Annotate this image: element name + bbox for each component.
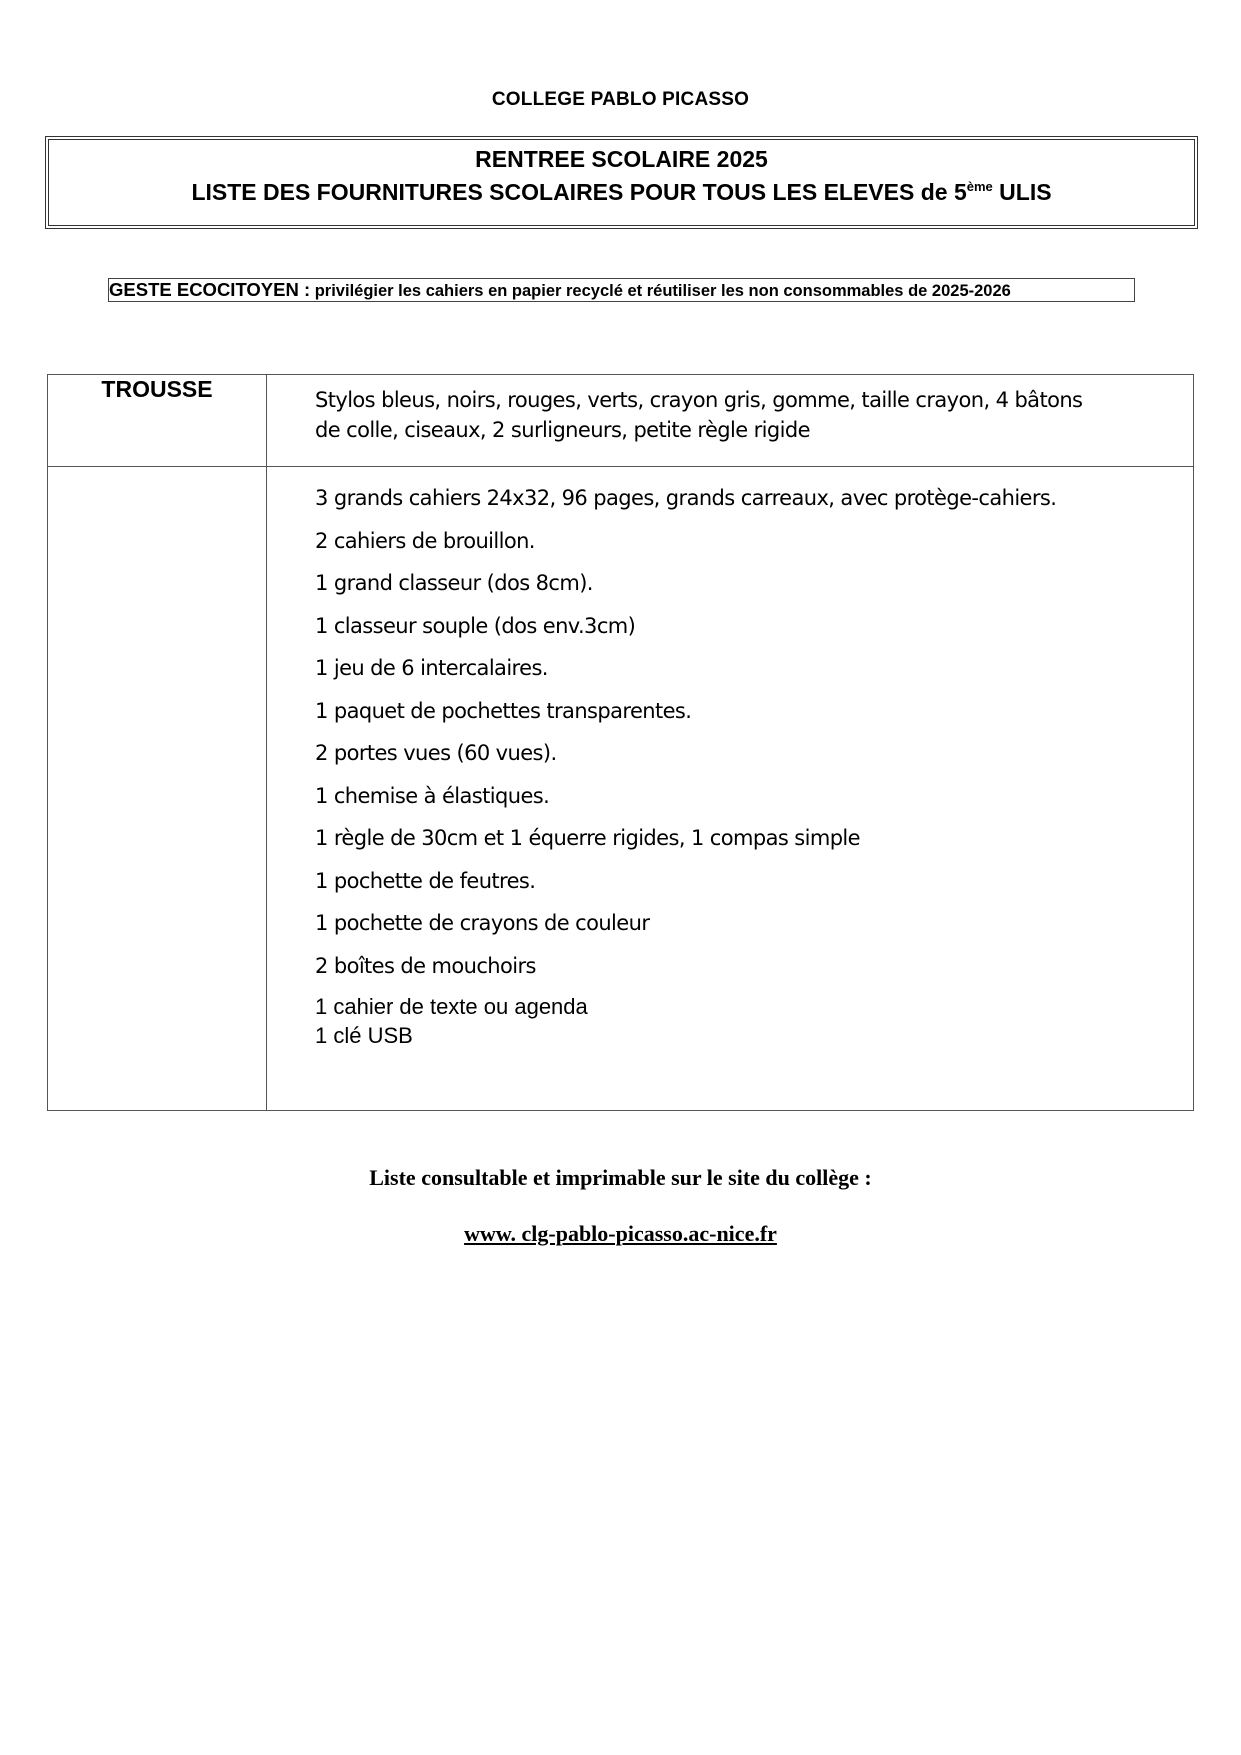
school-name: COLLEGE PABLO PICASSO bbox=[491, 89, 750, 110]
supplies-table bbox=[47, 374, 1194, 1111]
category-cell bbox=[48, 467, 267, 1111]
list-item: 1 chemise à élastiques. bbox=[315, 783, 550, 808]
category-cell: TROUSSE bbox=[48, 375, 267, 467]
list-item: 2 cahiers de brouillon. bbox=[315, 528, 535, 553]
title-year: RENTREE SCOLAIRE 2025 bbox=[475, 146, 768, 172]
list-item: 1 classeur souple (dos env.3cm) bbox=[315, 613, 636, 638]
website-link[interactable]: www. clg-pablo-picasso.ac-nice.fr bbox=[464, 1221, 777, 1246]
list-item: 1 jeu de 6 intercalaires. bbox=[315, 656, 548, 680]
footer-link-wrap bbox=[0, 1221, 1241, 1247]
list-item: 1 règle de 30cm et 1 équerre rigides, 1 compas simple bbox=[315, 826, 860, 850]
list-item: 1 paquet de pochettes transparentes. bbox=[315, 698, 692, 723]
list-item: 2 boîtes de mouchoirs bbox=[315, 953, 536, 978]
title-list bbox=[49, 173, 1194, 206]
eco-notice-lead: GESTE ECOCITOYEN : bbox=[109, 279, 311, 300]
table-row bbox=[48, 467, 1194, 1111]
list-item: 1 clé USB bbox=[315, 1023, 413, 1048]
list-item: 1 pochette de feutres. bbox=[315, 868, 536, 893]
title-grade-superscript: ème bbox=[966, 179, 993, 194]
list-item: 1 cahier de texte ou agenda bbox=[315, 994, 588, 1019]
title-box bbox=[45, 136, 1198, 229]
title-list-suffix: ULIS bbox=[992, 179, 1052, 205]
eco-notice-text: privilégier les cahiers en papier recyclé et réutiliser les non consommables de 2025-2026 bbox=[310, 282, 1011, 300]
footer-note: Liste consultable et imprimable sur le site du collège : bbox=[369, 1165, 872, 1190]
list-item: de colle, ciseaux, 2 surligneurs, petite règle rigide bbox=[315, 418, 810, 442]
list-item: 2 portes vues (60 vues). bbox=[315, 741, 557, 765]
title-list-text: LISTE DES FOURNITURES SCOLAIRES POUR TOUS LES ELEVES de 5 bbox=[191, 179, 967, 205]
items-cell bbox=[267, 375, 1194, 467]
table-row bbox=[48, 375, 1194, 467]
list-item: 1 grand classeur (dos 8cm). bbox=[315, 571, 593, 595]
list-item: 1 pochette de crayons de couleur bbox=[315, 911, 650, 935]
list-item: Stylos bleus, noirs, rouges, verts, crayon gris, gomme, taille crayon, 4 bâtons bbox=[315, 388, 1083, 412]
items-cell bbox=[267, 467, 1194, 1111]
list-item: 3 grands cahiers 24x32, 96 pages, grands carreaux, avec protège-cahiers. bbox=[315, 486, 1057, 510]
eco-notice bbox=[108, 278, 1135, 302]
